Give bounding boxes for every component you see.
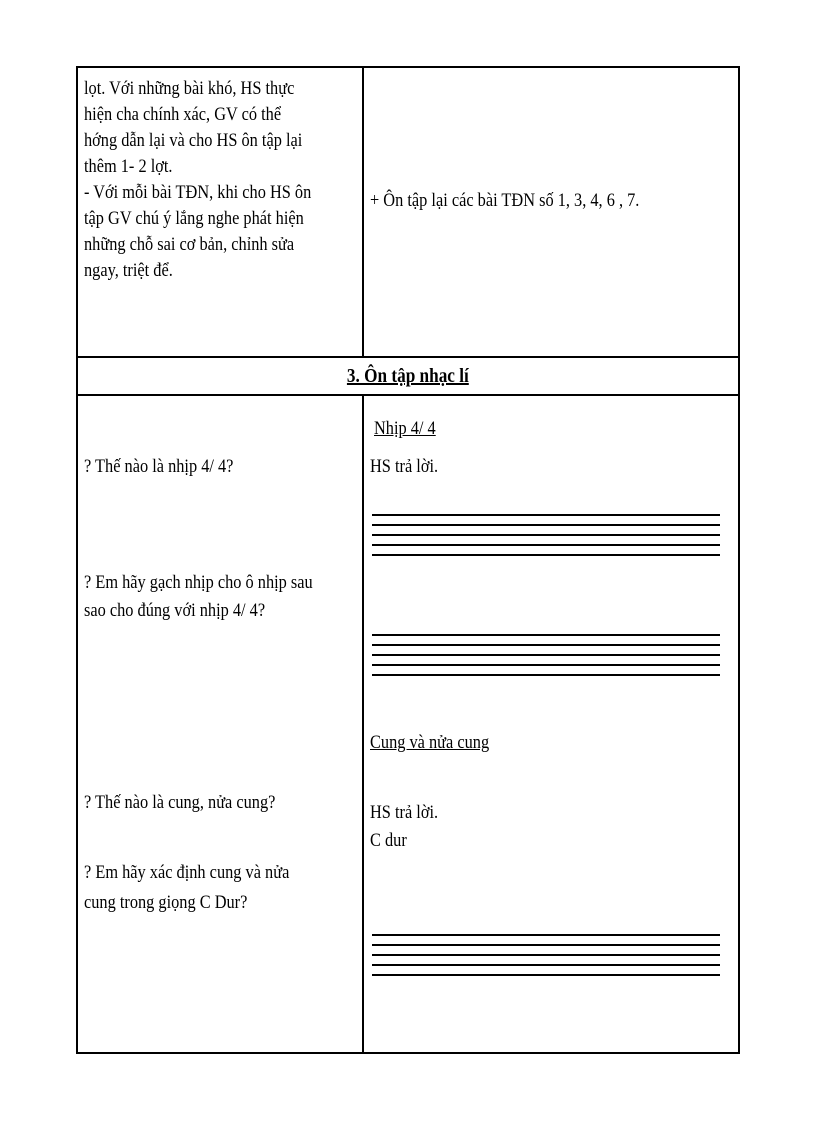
answer-3: C dur <box>370 830 407 851</box>
row1-line-4: thêm 1- 2 lợt. <box>84 156 173 177</box>
column-divider-bottom <box>362 394 364 1052</box>
music-staff-2 <box>372 634 720 676</box>
question-3: ? Thế nào là cung, nửa cung? <box>84 792 276 813</box>
row1-line-7: những chỗ sai cơ bản, chỉnh sửa <box>84 234 295 255</box>
music-staff-3 <box>372 934 720 976</box>
question-2-line-1: ? Em hãy gạch nhịp cho ô nhịp sau <box>84 572 313 593</box>
row1-line-5: - Với mỗi bài TĐN, khi cho HS ôn <box>84 182 312 203</box>
music-staff-1 <box>372 514 720 556</box>
answer-heading-whole-half-step: Cung và nửa cung <box>370 732 490 753</box>
lesson-table <box>76 66 740 1054</box>
review-instruction: + Ôn tập lại các bài TĐN số 1, 3, 4, 6 , 7. <box>370 190 640 211</box>
section-heading-text: 3. Ôn tập nhạc lí <box>347 365 469 387</box>
row-divider-2 <box>78 394 738 396</box>
row1-line-6: tập GV chú ý lắng nghe phát hiện <box>84 208 304 229</box>
question-2-line-2: sao cho đúng với nhịp 4/ 4? <box>84 600 266 621</box>
section-heading <box>78 358 738 394</box>
row1-right-cell <box>370 188 683 214</box>
answer-2: HS trả lời. <box>370 802 439 823</box>
row1-line-2: hiện cha chính xác, GV có thể <box>84 104 282 125</box>
question-4-line-2: cung trong giọng C Dur? <box>84 892 248 913</box>
row1-line-8: ngay, triệt để. <box>84 260 173 281</box>
row1-line-3: hớng dẫn lại và cho HS ôn tập lại <box>84 130 303 151</box>
answer-heading-time-signature: Nhịp 4/ 4 <box>374 418 436 439</box>
row1-left-cell <box>84 76 348 284</box>
answer-1: HS trả lời. <box>370 456 439 477</box>
column-divider-top <box>362 68 364 356</box>
question-4-line-1: ? Em hãy xác định cung và nửa <box>84 862 290 883</box>
question-1: ? Thế nào là nhịp 4/ 4? <box>84 456 234 477</box>
row1-line-1: lọt. Với những bài khó, HS thực <box>84 78 295 99</box>
